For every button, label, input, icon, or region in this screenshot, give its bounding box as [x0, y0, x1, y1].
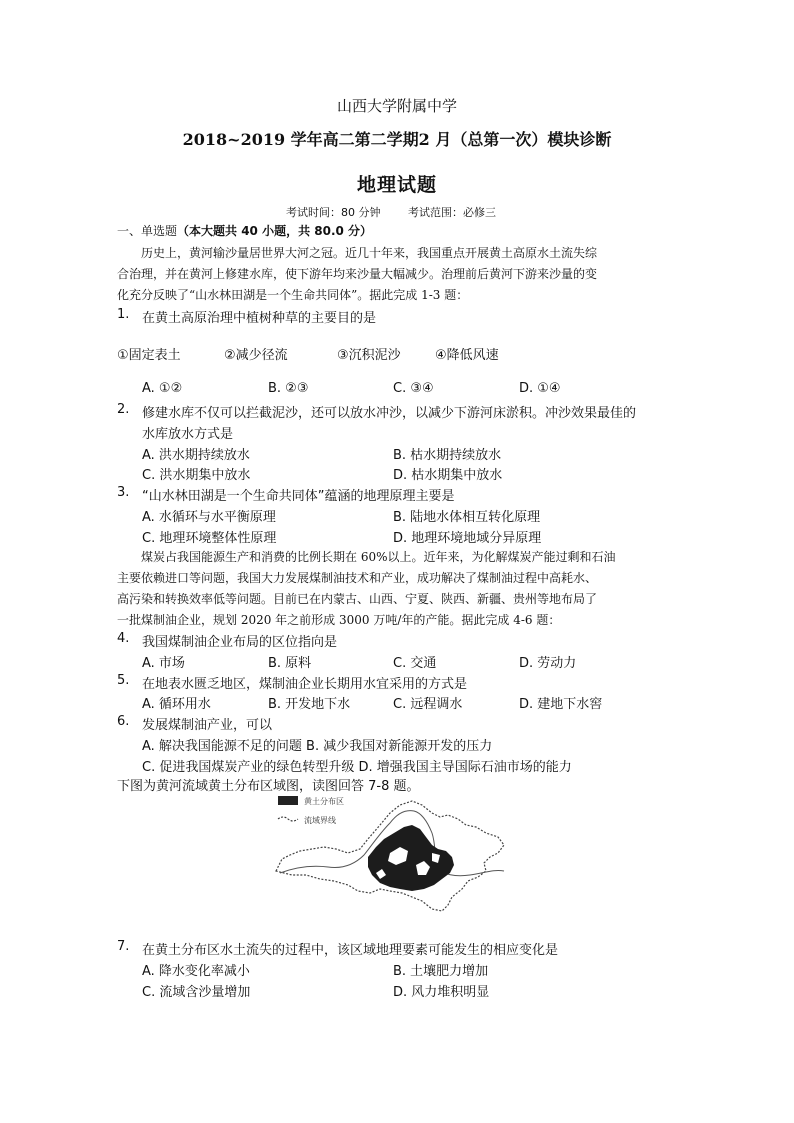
- q1-option-a[interactable]: A. ①②: [142, 381, 183, 396]
- school-name: 山西大学附属中学: [336, 97, 457, 115]
- q1-option-b[interactable]: B. ②③: [268, 381, 309, 396]
- legend-loess-label: 黄土分布区: [304, 797, 344, 806]
- section-title: [117, 222, 372, 239]
- q6-stem: 发展煤制油产业，可以: [142, 718, 273, 733]
- q3-option-c[interactable]: C. 地理环境整体性原理: [142, 531, 277, 546]
- subject-title: 地理试题: [356, 174, 437, 196]
- passage1-line-3: 化充分反映了“山水林田湖是一个生命共同体”。据此完成 1-3 题：: [117, 288, 469, 302]
- q4-stem: 我国煤制油企业布局的区位指向是: [142, 635, 338, 650]
- section-title-prefix: 一、单选题: [117, 224, 178, 238]
- loess-distribution-map: [272, 793, 520, 915]
- exam-scope: 考试范围：必修三: [408, 206, 496, 219]
- q7-option-b[interactable]: B. 土壤肥力增加: [393, 964, 489, 979]
- q1-item-3: ③沉积泥沙: [337, 348, 401, 363]
- q5-option-d[interactable]: D. 建地下水窖: [519, 697, 603, 712]
- q5-stem: 在地表水匮乏地区，煤制油企业长期用水宜采用的方式是: [142, 677, 468, 692]
- q3-number: 3.: [117, 485, 130, 500]
- loess-region: [368, 825, 454, 891]
- q7-option-c[interactable]: C. 流域含沙量增加: [142, 985, 251, 1000]
- q5-option-c[interactable]: C. 远程调水: [393, 697, 463, 712]
- q2-option-c[interactable]: C. 洪水期集中放水: [142, 468, 251, 483]
- passage1-line-2: 合治理，并在黄河上修建水库，使下游年均来沙量大幅减少。治理前后黄河下游来沙量的变: [117, 267, 598, 281]
- passage2-line-3: 高污染和转换效率低等问题。目前已在内蒙古、山西、宁夏、陕西、新疆、贵州等地布局了: [117, 592, 598, 606]
- q1-item-1: ①固定表土: [117, 348, 181, 363]
- q5-number: 5.: [117, 673, 130, 688]
- q6-number: 6.: [117, 714, 130, 729]
- passage2-line-4: 一批煤制油企业，规划 2020 年之前形成 3000 万吨/年的产能。据此完成 4-6 题：: [117, 613, 561, 627]
- q1-item-2: ②减少径流: [224, 348, 288, 363]
- q5-option-b[interactable]: B. 开发地下水: [268, 697, 351, 712]
- legend-loess-swatch: [278, 796, 298, 805]
- legend-boundary-label: 流域界线: [304, 816, 336, 825]
- q4-option-d[interactable]: D. 劳动力: [519, 656, 577, 671]
- q4-option-a[interactable]: A. 市场: [142, 656, 185, 671]
- q2-stem-line-2: 水库放水方式是: [142, 427, 234, 442]
- q7-option-d[interactable]: D. 风力堆积明显: [393, 985, 490, 1000]
- q3-option-a[interactable]: A. 水循环与水平衡原理: [142, 510, 276, 525]
- q2-stem-line-1: 修建水库不仅可以拦截泥沙，还可以放水冲沙，以减少下游河床淤积。冲沙效果最佳的: [142, 406, 637, 421]
- q1-stem: 在黄土高原治理中植树种草的主要目的是: [142, 311, 377, 326]
- passage2-line-1: 煤炭占我国能源生产和消费的比例长期在 60%以上。近年来，为化解煤炭产能过剩和石油: [141, 550, 616, 564]
- q5-option-a[interactable]: A. 循环用水: [142, 697, 211, 712]
- q7-stem: 在黄土分布区水土流失的过程中，该区域地理要素可能发生的相应变化是: [142, 943, 559, 958]
- q1-option-d[interactable]: D. ①④: [519, 381, 561, 396]
- q4-option-b[interactable]: B. 原料: [268, 656, 312, 671]
- q1-number: 1.: [117, 307, 130, 322]
- q7-number: 7.: [117, 939, 130, 954]
- section-title-detail: （本大题共 40 小题，共 80.0 分）: [177, 224, 373, 238]
- q3-option-d[interactable]: D. 地理环境地域分异原理: [393, 531, 542, 546]
- q4-option-c[interactable]: C. 交通: [393, 656, 437, 671]
- q4-number: 4.: [117, 631, 130, 646]
- q1-item-4: ④降低风速: [435, 348, 499, 363]
- exam-time: 考试时间：80 分钟: [286, 206, 381, 219]
- q6-options-line-2[interactable]: C. 促进我国煤炭产业的绿色转型升级 D. 增强我国主导国际石油市场的能力: [142, 760, 572, 775]
- q3-option-b[interactable]: B. 陆地水体相互转化原理: [393, 510, 541, 525]
- exam-title: 2018~2019 学年高二第二学期2 月（总第一次）模块诊断: [182, 130, 612, 149]
- q2-number: 2.: [117, 402, 130, 417]
- q2-option-a[interactable]: A. 洪水期持续放水: [142, 448, 250, 463]
- q3-stem: “山水林田湖是一个生命共同体”蕴涵的地理原理主要是: [142, 489, 455, 504]
- figure-intro: 下图为黄河流域黄土分布区域图，读图回答 7-8 题。: [117, 779, 420, 794]
- q6-options-line-1[interactable]: A. 解决我国能源不足的问题 B. 减少我国对新能源开发的压力: [142, 739, 493, 754]
- q2-option-b[interactable]: B. 枯水期持续放水: [393, 448, 502, 463]
- q2-option-d[interactable]: D. 枯水期集中放水: [393, 468, 503, 483]
- q1-option-c[interactable]: C. ③④: [393, 381, 434, 396]
- legend-boundary-swatch: [278, 817, 298, 821]
- q7-option-a[interactable]: A. 降水变化率减小: [142, 964, 250, 979]
- passage2-line-2: 主要依赖进口等问题，我国大力发展煤制油技术和产业，成功解决了煤制油过程中高耗水、: [117, 571, 598, 585]
- passage1-line-1: 历史上，黄河输沙量居世界大河之冠。近几十年来，我国重点开展黄土高原水土流失综: [141, 246, 598, 260]
